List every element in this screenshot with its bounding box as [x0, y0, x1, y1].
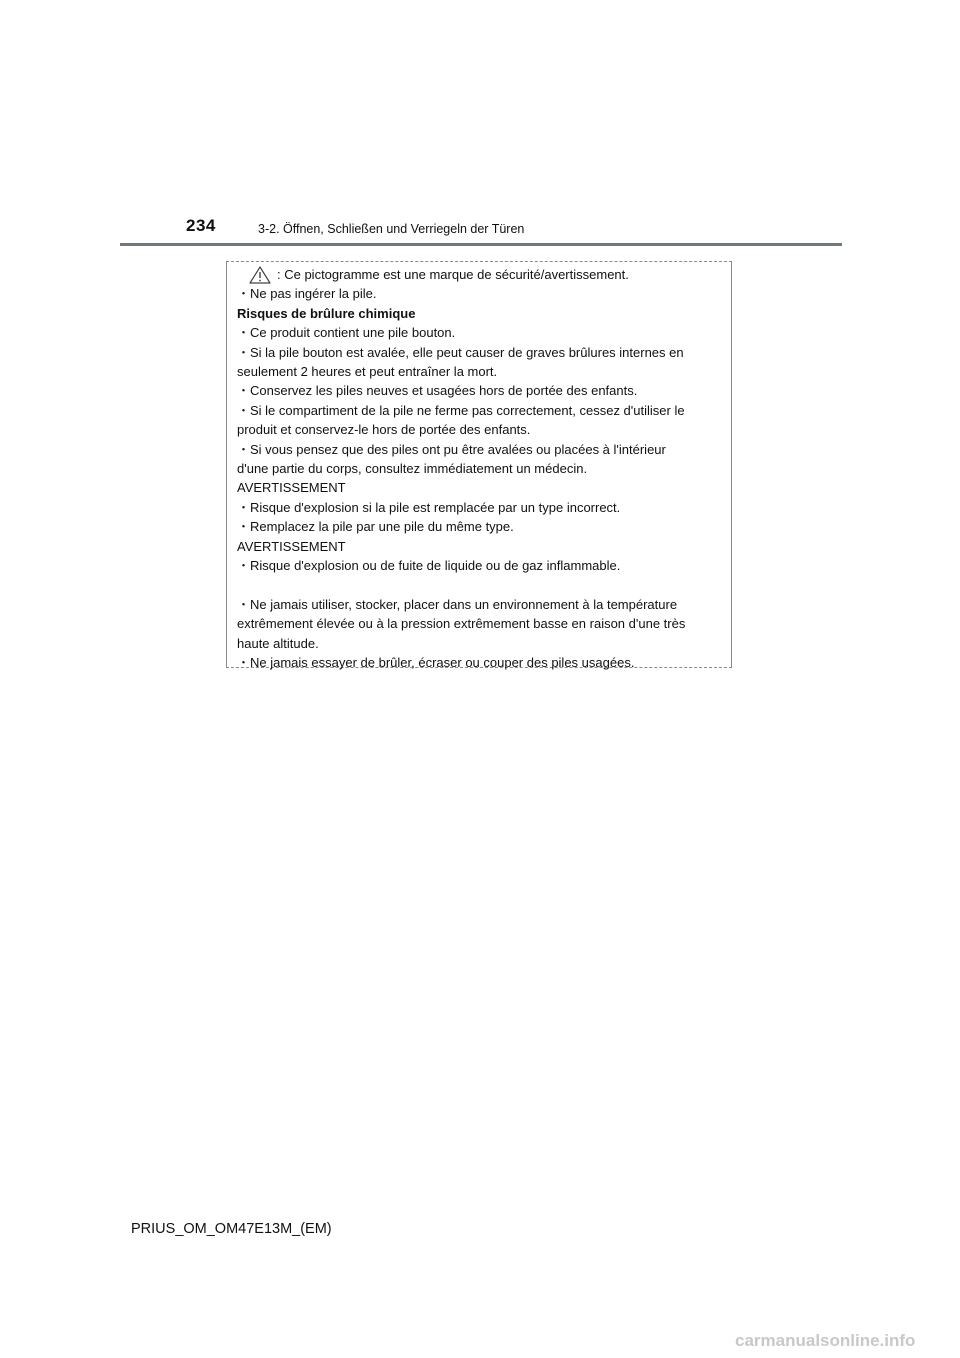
warning-line: ・Ne pas ingérer la pile.	[237, 286, 377, 302]
warning-line: ・Risque d'explosion si la pile est remplacée par un type incorrect.	[237, 499, 621, 515]
document-code: PRIUS_OM_OM47E13M_(EM)	[131, 1221, 332, 1237]
warning-line: ・Ne jamais utiliser, stocker, placer dans un environnement à la température	[237, 596, 678, 612]
blank-line	[237, 576, 731, 595]
warning-line: extrêmement élevée ou à la pression extrêmement basse en raison d'une très	[237, 616, 686, 632]
warning-line: haute altitude.	[237, 635, 319, 651]
warning-heading: AVERTISSEMENT	[237, 480, 346, 496]
page-number: 234	[186, 216, 216, 235]
warning-triangle-icon	[249, 266, 271, 284]
warning-line: ・Si vous pensez que des piles ont pu être avalées ou placées à l'intérieur	[237, 441, 666, 457]
warning-heading: Risques de brûlure chimique	[237, 305, 416, 321]
icon-legend	[237, 265, 731, 284]
warning-line: ・Remplacez la pile par une pile du même type.	[237, 519, 514, 535]
header-rule	[120, 243, 842, 246]
icon-legend-text: : Ce pictogramme est une marque de sécurité/avertissement.	[277, 267, 629, 282]
section-title: 3-2. Öffnen, Schließen und Verriegeln der Türen	[258, 222, 525, 236]
warning-heading: AVERTISSEMENT	[237, 538, 346, 554]
warning-line: ・Ne jamais essayer de brûler, écraser ou couper des piles usagées.	[237, 655, 635, 671]
warning-line: ・Conservez les piles neuves et usagées hors de portée des enfants.	[237, 383, 638, 399]
warning-line: ・Si le compartiment de la pile ne ferme pas correctement, cessez d'utiliser le	[237, 402, 685, 418]
warning-line: ・Ce produit contient une pile bouton.	[237, 325, 456, 341]
warning-line: d'une partie du corps, consultez immédiatement un médecin.	[237, 461, 588, 477]
warning-line: produit et conservez-le hors de portée des enfants.	[237, 422, 531, 438]
warning-line: ・Risque d'explosion ou de fuite de liquide ou de gaz inflammable.	[237, 558, 621, 574]
watermark: carmanualsonline.info	[735, 1331, 916, 1350]
warning-line: seulement 2 heures et peut entraîner la mort.	[237, 364, 498, 380]
warning-line: ・Si la pile bouton est avalée, elle peut causer de graves brûlures internes en	[237, 344, 684, 360]
warning-box	[226, 261, 732, 671]
